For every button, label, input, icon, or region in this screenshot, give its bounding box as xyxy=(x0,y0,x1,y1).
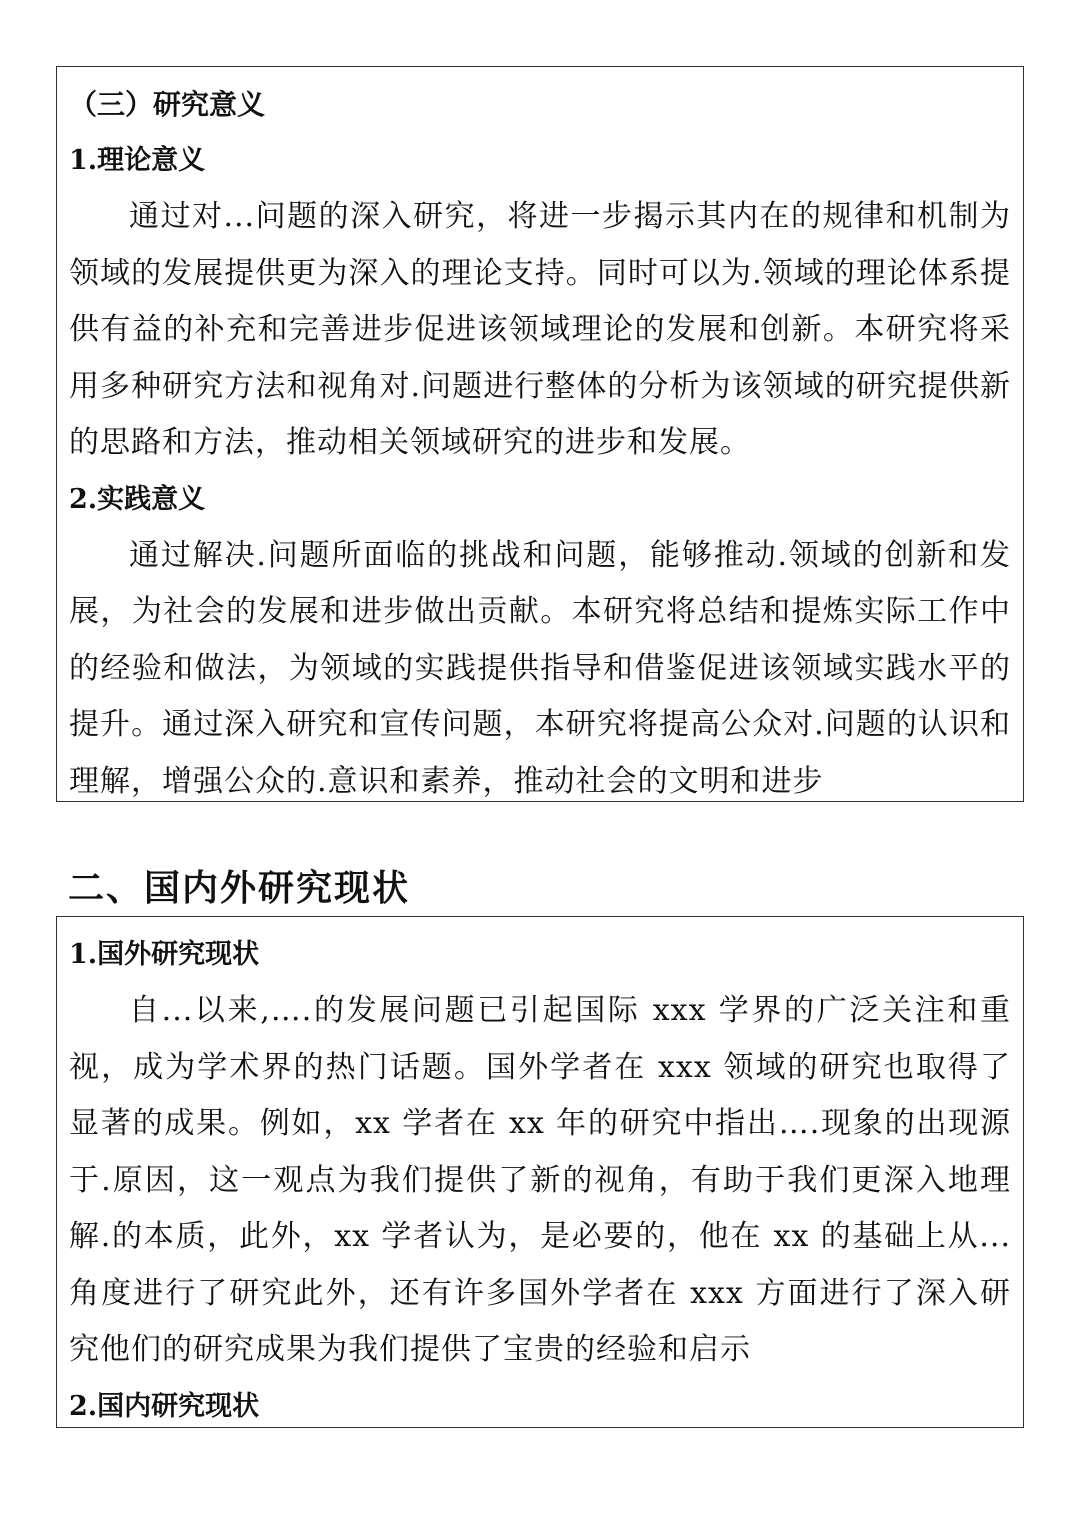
theory-significance-title: 1.理论意义 xyxy=(69,145,206,176)
research-status-box xyxy=(56,916,1024,1428)
significance-heading: （三）研究意义 xyxy=(69,88,266,121)
foreign-status-text: 自...以来,….的发展问题已引起国际 xxx 学界的广泛关注和重视，成为学术界的热门话题。国外学者在 xxx 领域的研究也取得了显著的成果。例如，xx 学者在 xx 年的研究中指出….现象的出现源于.原因，这一观点为我们提供了新的视角，有助于我们更深入地理解.的本质，此外，xx 学者认为，是必要的，他在 xx 的基础上从...角度进行了研究此外，还有许多国外学者在 xxx 方面进行了深入研究他们的研究成果为我们提供了宝贵的经验和启示 xyxy=(69,993,1011,1367)
practice-significance-title: 2.实践意义 xyxy=(69,483,206,515)
foreign-status-title: 1.国外研究现状 xyxy=(69,939,260,970)
practice-significance-text: 通过解决.问题所面临的挑战和问题，能够推动.领域的创新和发展，为社会的发展和进步做出贡献。本研究将总结和提炼实际工作中的经验和做法，为领域的实践提供指导和借鉴促进该领域实践水平的提升。通过深入研究和宣传问题，本研究将提高公众对.问题的认识和理解，增强公众的.意识和素养，推动社会的文明和进步 xyxy=(69,537,1011,799)
theory-significance-text: 通过对...问题的深入研究，将进一步揭示其内在的规律和机制为领域的发展提供更为深入的理论支持。同时可以为.领域的理论体系提供有益的补充和完善进步促进该领域理论的发展和创新。本研究将采用多种研究方法和视角对.问题进行整体的分析为该领域的研究提供新的思路和方法，推动相关领域研究的进步和发展。 xyxy=(69,199,1011,460)
research-significance-box xyxy=(56,66,1024,802)
research-status-section-title: 二、国内外研究现状 xyxy=(68,867,411,909)
domestic-status-title: 2.国内研究现状 xyxy=(69,1390,260,1422)
